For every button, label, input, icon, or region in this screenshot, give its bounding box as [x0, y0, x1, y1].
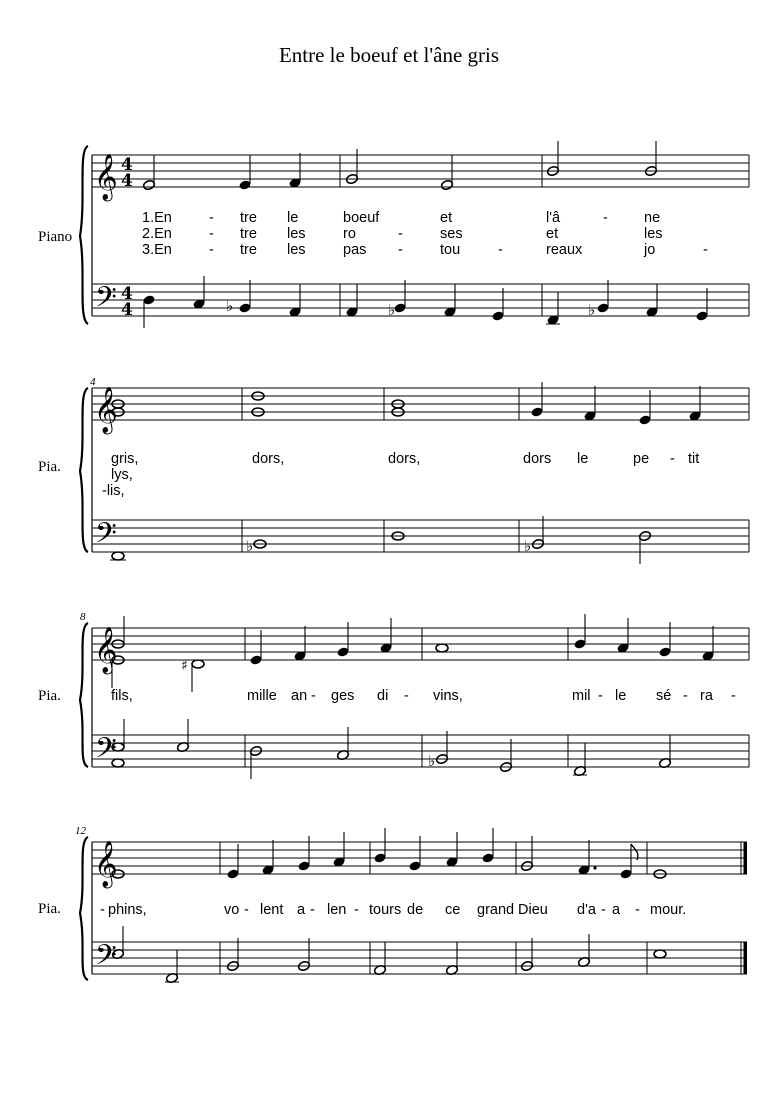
note — [440, 155, 453, 191]
lyric-syllable: 1.En — [142, 210, 172, 226]
lyric-syllable: pas — [343, 242, 367, 258]
lyric-syllable: tou — [440, 242, 461, 258]
lyric-syllable: l'â — [546, 210, 561, 226]
chord — [392, 400, 404, 416]
lyric-syllable: vo — [224, 902, 240, 918]
note — [638, 390, 651, 426]
lyric-syllable: ra — [700, 688, 713, 704]
brace-icon — [80, 146, 88, 324]
lyric-syllable: 3.En — [142, 242, 172, 258]
score-title: Entre le boeuf et l'âne gris — [278, 43, 500, 67]
flat-icon: ♭ — [588, 301, 596, 319]
lyric-syllable: boeuf — [343, 210, 380, 226]
lyric-syllable: le — [287, 210, 299, 226]
note — [288, 284, 301, 318]
lyric-syllable: tit — [688, 451, 700, 467]
barlines — [245, 628, 749, 767]
note — [491, 288, 504, 322]
note — [345, 284, 358, 318]
note — [520, 938, 533, 972]
note — [443, 284, 456, 318]
lyric-syllable: les — [287, 242, 306, 258]
system-2 — [38, 376, 749, 564]
lyric-syllable: ses — [440, 226, 463, 242]
note — [297, 836, 310, 872]
lyric-syllable: - — [244, 902, 249, 918]
lyric-syllable: - — [310, 902, 315, 918]
bass-notes — [111, 926, 666, 984]
note — [638, 530, 651, 564]
time-signature-treble-lower: 4 — [121, 171, 133, 191]
lyric-syllable: Dieu — [518, 902, 548, 918]
flat-icon: ♭ — [428, 752, 436, 770]
lyric-syllable: dors — [523, 451, 552, 467]
brace-icon — [80, 623, 88, 767]
treble-notes — [142, 141, 657, 191]
lyric-syllable: le — [615, 688, 627, 704]
note — [577, 934, 590, 968]
flat-icon: ♭ — [246, 537, 254, 555]
treble-clef-icon: 𝄞 — [94, 841, 118, 887]
lyric-syllable: sé — [656, 688, 672, 704]
note — [408, 836, 421, 872]
measure-number: 4 — [90, 376, 96, 388]
lyric-syllable: len — [327, 902, 347, 918]
note — [373, 828, 386, 864]
note — [142, 155, 155, 191]
lyric-syllable: tre — [240, 226, 257, 242]
note — [499, 739, 512, 773]
time-signature-treble: 4 — [121, 155, 133, 175]
note — [176, 719, 189, 753]
lyric-syllable: grand — [477, 902, 515, 918]
lyric-syllable: 2.En — [142, 226, 172, 242]
note — [373, 942, 386, 976]
note — [573, 614, 586, 650]
note — [165, 950, 179, 984]
lyric-syllable: mille — [247, 688, 277, 704]
lyric-syllable: ne — [644, 210, 661, 226]
note — [238, 280, 251, 314]
lyric-syllable: -lis, — [102, 483, 125, 499]
lyric-syllable: phins, — [108, 902, 147, 918]
note — [142, 294, 155, 328]
lyric-syllable: - — [354, 902, 359, 918]
note — [654, 950, 666, 958]
note — [546, 292, 560, 326]
lyric-syllable: d'a — [577, 902, 596, 918]
lyric-syllable: a — [297, 902, 306, 918]
time-signature-bass-lower: 4 — [121, 300, 133, 320]
lyric-syllable: - — [598, 688, 603, 704]
lyric-syllable: tours — [369, 902, 402, 918]
lyric-syllable: lys, — [111, 467, 133, 483]
bass-clef-icon: 𝄢 — [95, 732, 117, 772]
note — [249, 745, 262, 779]
lyric-syllable: le — [577, 451, 589, 467]
lyric-syllable: de — [407, 902, 424, 918]
note — [226, 938, 239, 972]
note — [393, 280, 406, 314]
lyric-syllable: - — [635, 902, 640, 918]
lyric-syllable: - — [398, 242, 403, 258]
note — [445, 942, 458, 976]
note — [658, 622, 671, 658]
instrument-name: Pia. — [38, 901, 61, 917]
note — [531, 516, 544, 550]
lyric-syllable: a — [612, 902, 621, 918]
instrument-name: Piano — [38, 229, 73, 245]
measure-number: 12 — [75, 825, 86, 837]
system-1 — [38, 141, 749, 328]
lyric-syllable: les — [644, 226, 663, 242]
lyric-syllable: - — [100, 902, 105, 918]
bass-staff — [92, 735, 749, 767]
lyric-syllable: jo — [644, 242, 656, 258]
flat-icon: ♭ — [524, 537, 532, 555]
note — [192, 660, 204, 692]
lyric-syllable: - — [311, 688, 316, 704]
note — [192, 276, 205, 310]
lyric-syllable: dors, — [252, 451, 285, 467]
lyric-syllable: - — [603, 210, 608, 226]
note — [336, 622, 349, 658]
note — [226, 844, 239, 880]
note — [695, 288, 708, 322]
treble-notes — [112, 614, 715, 692]
lyric-syllable: gris, — [111, 451, 139, 467]
lyrics-system-1 — [142, 210, 708, 258]
bass-clef-icon: 𝄢 — [95, 939, 117, 979]
lyric-syllable: pe — [633, 451, 650, 467]
lyric-syllable: tre — [240, 210, 257, 226]
lyric-syllable: - — [731, 688, 736, 704]
lyric-syllable: ro — [343, 226, 356, 242]
bass-notes — [112, 719, 672, 779]
brace-icon — [80, 837, 88, 980]
note — [645, 284, 658, 318]
lyrics-system-3 — [111, 688, 736, 704]
lyric-syllable: - — [209, 242, 214, 258]
lyric-syllable: et — [546, 226, 559, 242]
lyric-syllable: mour. — [650, 902, 687, 918]
lyrics-system-2 — [102, 451, 699, 499]
system-4 — [38, 825, 747, 984]
note — [436, 644, 448, 652]
lyric-syllable: les — [287, 226, 306, 242]
lyric-syllable: - — [601, 902, 606, 918]
note — [249, 630, 262, 666]
lyric-syllable: et — [440, 210, 453, 226]
note — [481, 828, 494, 864]
lyric-syllable: - — [683, 688, 688, 704]
note — [658, 735, 671, 769]
lyric-syllable: - — [398, 226, 403, 242]
note — [573, 743, 587, 777]
lyric-syllable: mil — [572, 688, 591, 704]
treble-clef-icon: 𝄞 — [94, 387, 118, 433]
treble-notes — [112, 828, 666, 880]
flat-icon: ♭ — [226, 297, 234, 315]
bass-clef-icon: 𝄢 — [95, 281, 117, 321]
time-signature-bass: 4 — [121, 284, 133, 304]
lyric-syllable: ges — [331, 688, 355, 704]
treble-clef-icon: 𝄞 — [94, 627, 118, 673]
lyric-syllable: reaux — [546, 242, 583, 258]
lyric-syllable: lent — [260, 902, 284, 918]
lyric-syllable: dors, — [388, 451, 421, 467]
lyric-syllable: - — [404, 688, 409, 704]
instrument-name: Pia. — [38, 459, 61, 475]
note — [336, 727, 349, 761]
treble-staff — [92, 628, 749, 660]
note — [596, 280, 609, 314]
lyric-syllable: - — [209, 210, 214, 226]
lyric-syllable: ce — [445, 902, 461, 918]
lyric-syllable: vins, — [433, 688, 463, 704]
sharp-icon: ♯ — [181, 658, 188, 674]
treble-clef-icon: 𝄞 — [94, 154, 118, 200]
lyrics-system-4 — [100, 902, 686, 918]
lyric-syllable: - — [209, 226, 214, 242]
lyric-syllable: - — [703, 242, 708, 258]
brace-icon — [80, 388, 88, 552]
measure-number: 8 — [80, 611, 86, 623]
final-barline — [744, 842, 748, 974]
flat-icon: ♭ — [388, 301, 396, 319]
lyric-syllable: an — [291, 688, 308, 704]
treble-staff — [92, 155, 749, 187]
bass-staff — [92, 942, 747, 974]
barlines — [242, 388, 749, 552]
lyric-syllable: fils, — [111, 688, 133, 704]
lyric-syllable: tre — [240, 242, 257, 258]
bass-clef-icon: 𝄢 — [95, 517, 117, 557]
note — [238, 155, 251, 191]
note — [530, 382, 543, 418]
lyric-syllable: - — [670, 451, 675, 467]
instrument-name: Pia. — [38, 688, 61, 704]
bass-notes — [110, 516, 652, 564]
system-3 — [38, 611, 749, 779]
note — [435, 731, 448, 765]
lyric-syllable: di — [377, 688, 389, 704]
note — [297, 938, 310, 972]
lyric-syllable: - — [498, 242, 503, 258]
